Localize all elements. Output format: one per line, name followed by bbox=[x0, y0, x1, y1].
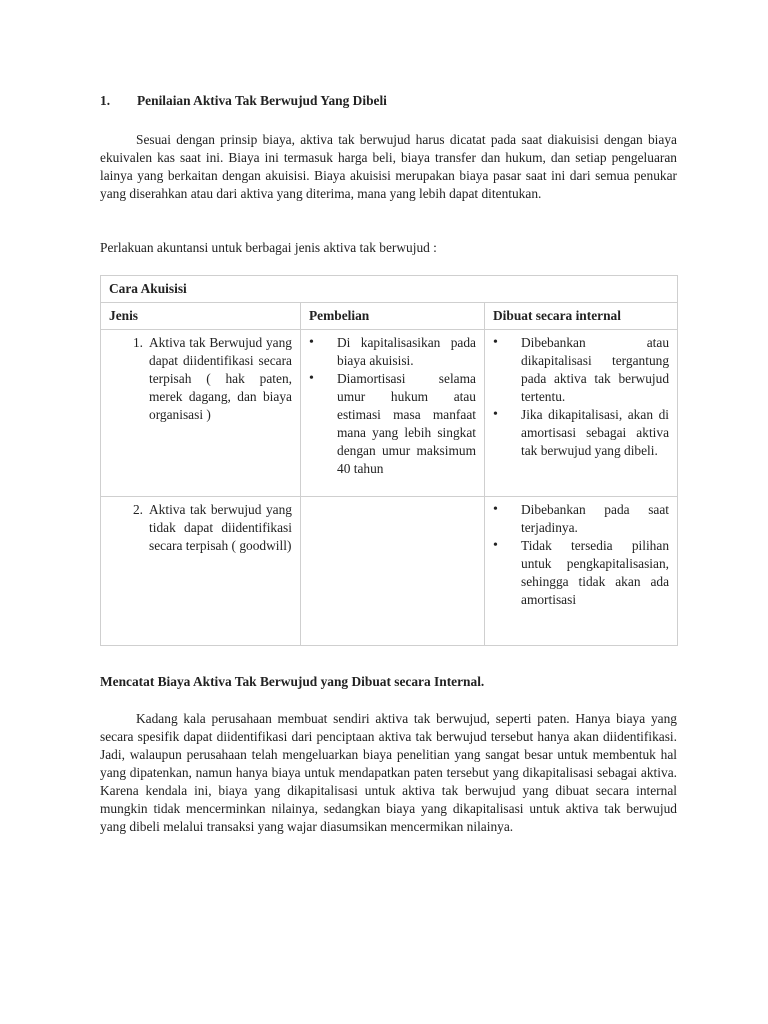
bullet-icon: • bbox=[493, 335, 498, 350]
row-number: 2. bbox=[132, 502, 143, 517]
list-item-text: Dibebankan pada saat terjadinya. bbox=[521, 502, 670, 535]
bullet-icon: • bbox=[493, 407, 498, 422]
cell-pembelian bbox=[301, 330, 485, 497]
header-pembelian: Pembelian bbox=[301, 303, 485, 330]
bullet-icon: • bbox=[309, 335, 314, 350]
section-heading-1 bbox=[100, 93, 387, 109]
paragraph-internal: Kadang kala perusahaan membuat sendiri aktiva tak berwujud, seperti paten. Hanya biaya yang secara spesifik dapat diidentifikasi dari penciptaan aktiva tak berwujud tersebut hanya akan diidentifikasi. Jadi, walaupun perusahaan telah mengeluarkan biaya penelitian yang sangat besar untuk membentuk hal yang dipatenkan, namun hanya biaya untuk mendapatkan paten tersebut yang dikapitalisasi sebagai aktiva. Karena kendala ini, biaya yang dikapitalisasi untuk aktiva tak berwujud yang dibuat secara internal mungkin tidak mencerminkan nilainya, sedangkan biaya yang dikapitalisasi untuk aktiva tak berwujud yang dibeli melalui transaksi yang wajar diasumsikan mencermikan nilainya. bbox=[100, 711, 677, 834]
row-number: 1. bbox=[132, 335, 143, 350]
header-internal: Dibuat secara internal bbox=[485, 303, 678, 330]
list-item bbox=[493, 501, 669, 537]
bullet-icon: • bbox=[309, 371, 314, 386]
list-item-text: Dibebankan atau dikapitalisasi tergantung pada aktiva tak berwujud tertentu. bbox=[521, 335, 670, 404]
list-item bbox=[309, 370, 476, 478]
cell-jenis bbox=[101, 330, 301, 497]
list-item bbox=[493, 334, 669, 406]
list-item bbox=[309, 334, 476, 370]
table-row bbox=[101, 330, 678, 497]
table-row bbox=[101, 497, 678, 646]
bullet-icon: • bbox=[493, 538, 498, 553]
section-number: 1. bbox=[100, 93, 111, 108]
acquisition-table bbox=[100, 275, 678, 646]
list-item bbox=[493, 537, 669, 609]
section-heading-2: Mencatat Biaya Aktiva Tak Berwujud yang Dibuat secara Internal. bbox=[100, 674, 485, 689]
bullet-icon: • bbox=[493, 502, 498, 517]
list-item-text: Jika dikapitalisasi, akan di amortisasi sebagai aktiva tak berwujud yang dibeli. bbox=[521, 407, 670, 458]
section-title: Penilaian Aktiva Tak Berwujud Yang Dibeli bbox=[137, 93, 387, 108]
cell-internal bbox=[485, 497, 678, 646]
paragraph-intro: Sesuai dengan prinsip biaya, aktiva tak berwujud harus dicatat pada saat diakuisisi dengan biaya ekuivalen kas saat ini. Biaya ini termasuk harga beli, biaya transfer dan hukum, dan setiap pengeluaran lainya yang berkaitan dengan akuisisi. Biaya akuisisi merupakan biaya pasar saat ini dari semua penukar yang diserahkan atau dari aktiva yang diterima, mana yang lebih dapat ditentukan. bbox=[100, 132, 677, 201]
header-jenis: Jenis bbox=[101, 303, 301, 330]
table-caption: Cara Akuisisi bbox=[101, 276, 678, 303]
list-item-text: Tidak tersedia pilihan untuk pengkapitalisasian, sehingga tidak akan ada amortisasi bbox=[521, 538, 670, 607]
jenis-text: Aktiva tak Berwujud yang dapat diidentifikasi secara terpisah ( hak paten, merek dagang, dan biaya organisasi ) bbox=[149, 335, 292, 422]
cell-internal bbox=[485, 330, 678, 497]
jenis-text: Aktiva tak berwujud yang tidak dapat diidentifikasi secara terpisah ( goodwill) bbox=[149, 502, 292, 553]
cell-jenis bbox=[101, 497, 301, 646]
list-item-text: Diamortisasi selama umur hukum atau estimasi masa manfaat mana yang lebih singkat dengan umur maksimum 40 tahun bbox=[337, 371, 476, 476]
paragraph-treatment: Perlakuan akuntansi untuk berbagai jenis aktiva tak berwujud : bbox=[100, 240, 437, 255]
list-item-text: Di kapitalisasikan pada biaya akuisisi. bbox=[337, 335, 476, 368]
cell-pembelian-empty bbox=[301, 497, 485, 646]
list-item bbox=[493, 406, 669, 460]
